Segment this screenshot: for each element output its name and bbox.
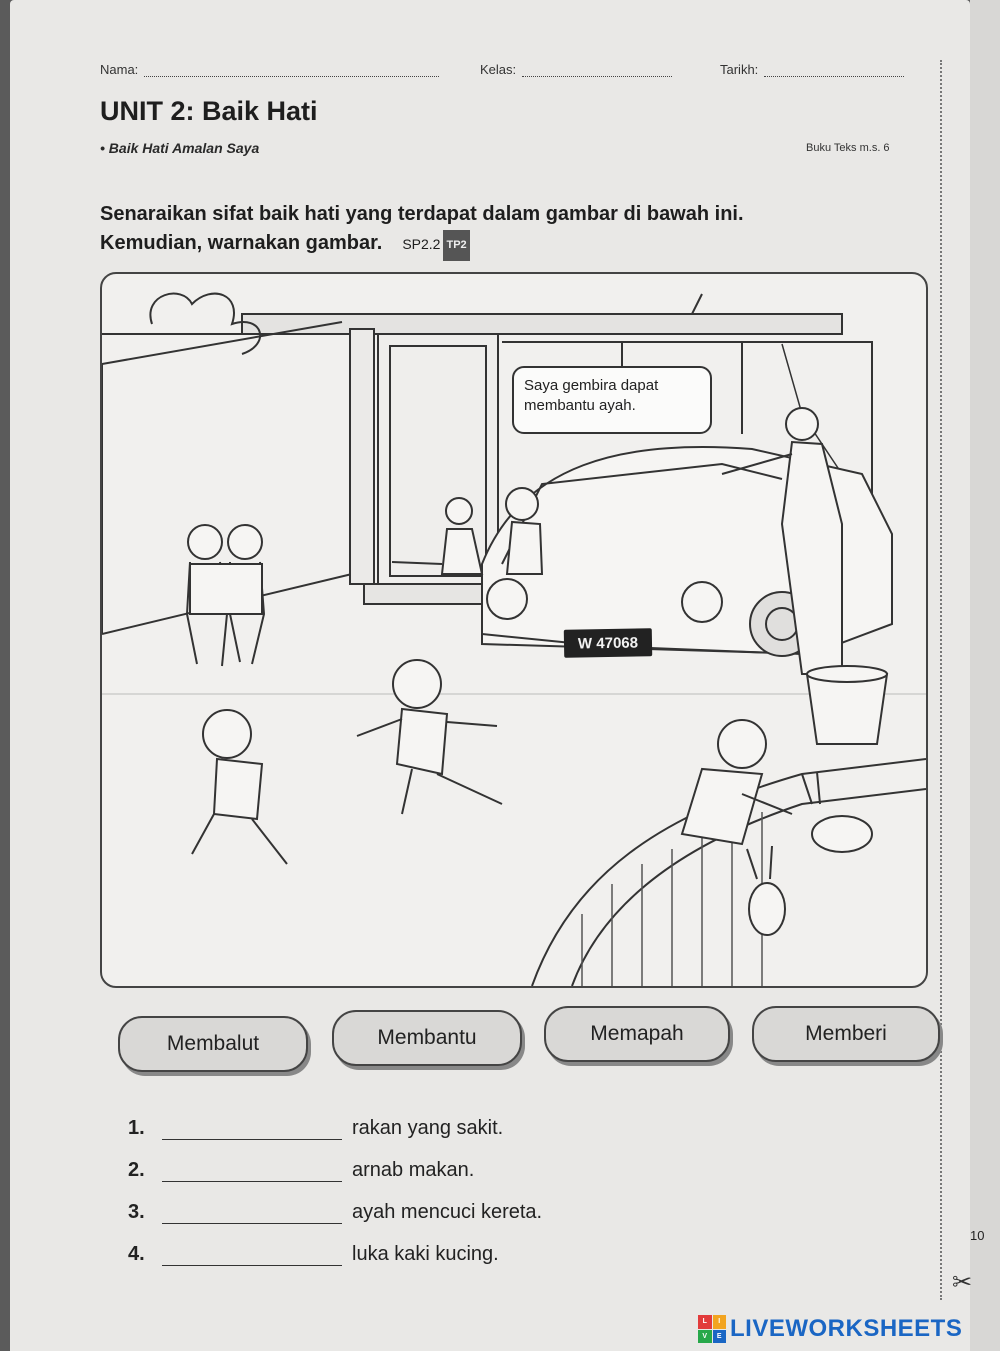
class-label: Kelas: [480,62,517,77]
question-2 [128,1152,474,1182]
question-text: ayah mencuci kereta. [352,1201,543,1223]
textbook-reference: Buku Teks m.s. 6 [806,142,890,154]
cut-line [940,60,942,1300]
question-4 [128,1236,499,1266]
date-field[interactable] [720,62,904,77]
tp-badge: TP2 [443,230,469,261]
answer-blank-3[interactable] [162,1199,342,1224]
liveworksheets-logo-icon: L I V E [698,1315,726,1343]
question-1 [128,1110,503,1140]
question-number: 1. [128,1117,145,1139]
date-label: Tarikh: [720,62,759,77]
class-field[interactable] [480,62,672,77]
answer-blank-2[interactable] [162,1157,342,1182]
name-field[interactable] [100,62,439,77]
question-3 [128,1194,542,1224]
question-text: rakan yang sakit. [352,1117,504,1139]
question-number: 2. [128,1159,145,1181]
instruction-line-2: Kemudian, warnakan gambar. [100,232,383,254]
question-number: 3. [128,1201,145,1223]
answer-blank-1[interactable] [162,1115,342,1140]
speech-bubble: Saya gembira dapat membantu ayah. [512,366,712,434]
answer-blank-4[interactable] [162,1241,342,1266]
next-page-edge [970,0,1000,1351]
watermark-text: LIVEWORKSHEETS [730,1315,963,1342]
instruction-line-1: Senaraikan sifat baik hati yang terdapat dalam gambar di bawah ini. [100,203,744,225]
illustration-frame [100,272,928,988]
standard-code: SP2.2 [402,236,441,252]
student-info-row [100,62,920,82]
word-membalut[interactable]: Membalut [118,1016,308,1072]
word-membantu[interactable]: Membantu [332,1010,522,1066]
question-text: luka kaki kucing. [352,1243,499,1265]
page-number: 10 [970,1228,985,1243]
unit-title: UNIT 2: Baik Hati [100,96,318,126]
word-memberi[interactable]: Memberi [752,1006,940,1062]
name-label: Nama: [100,62,139,77]
subtitle: • Baik Hati Amalan Saya [100,140,260,156]
liveworksheets-watermark [698,1312,962,1346]
scissors-icon: ✂ [952,1269,973,1296]
word-memapah[interactable]: Memapah [544,1006,730,1062]
license-plate: W 47068 [564,628,652,658]
question-number: 4. [128,1243,145,1265]
instruction [100,200,920,261]
question-text: arnab makan. [352,1159,475,1181]
